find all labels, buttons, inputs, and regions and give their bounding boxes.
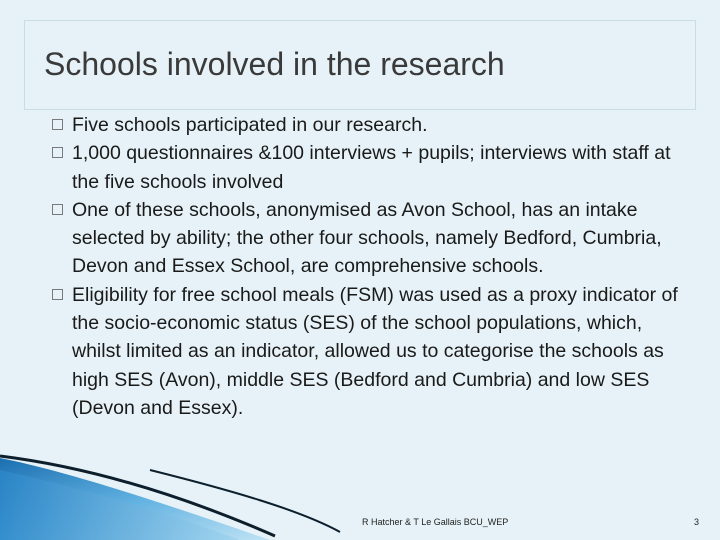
hollow-square-icon — [52, 147, 63, 158]
bullet-text: 1,000 questionnaires &100 interviews + pupils; interviews with staff at the five schools involved — [72, 142, 671, 193]
bullet-text: Eligibility for free school meals (FSM) was used as a proxy indicator of the socio-economic status (SES) of the school populations, which, whilst limited as an indicator, allowed us to categorise the schools as high SES (Avon), middle SES (Bedford and Cumbria) and low SES (Devon and Essex). — [72, 283, 678, 419]
bullet-text: Five schools participated in our research. — [72, 114, 428, 136]
hollow-square-icon — [52, 289, 63, 300]
bullet-item — [52, 111, 692, 139]
hollow-square-icon — [52, 204, 63, 215]
slide-title: Schools involved in the research — [44, 46, 505, 82]
bullet-text: One of these schools, anonymised as Avon School, has an intake selected by ability; the other four schools, namely Bedford, Cumbria, Devon and Essex School, are comprehensive schools. — [72, 198, 662, 278]
page-number: 3 — [694, 517, 700, 527]
bullet-list — [52, 111, 692, 422]
bullet-item — [52, 281, 692, 422]
footer-credit: R Hatcher & T Le Gallais BCU_WEP — [362, 517, 509, 527]
hollow-square-icon — [52, 119, 63, 130]
bullet-item — [52, 196, 692, 281]
bullet-item — [52, 139, 692, 196]
